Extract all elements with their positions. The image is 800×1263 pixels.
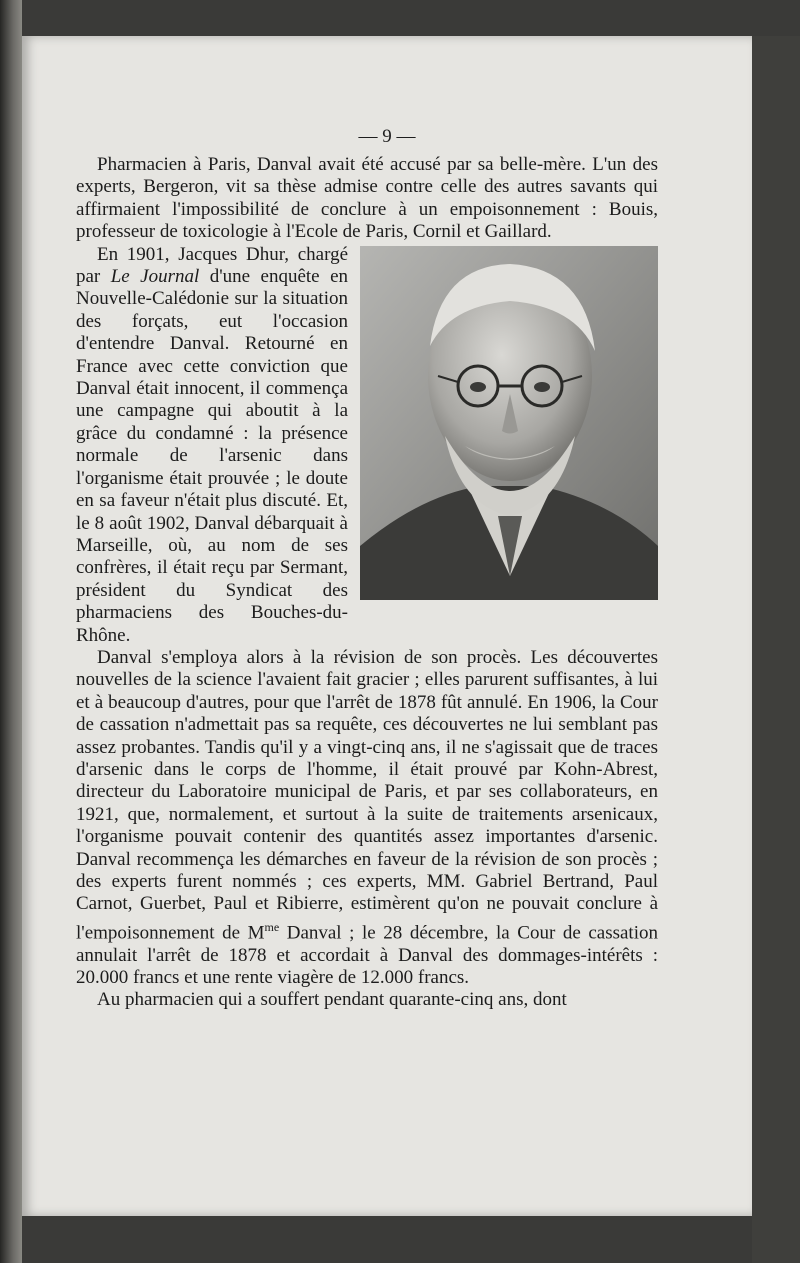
paragraph-3-start: Danval s'employa alors à la révision de son procès. Les découvertes nouvelles de la science l'avaient fait gracier ; elles parurent suffisantes, à lui et à beaucoup d'autres, pour que l'arrêt de 1878 fût annulé. En 1906, la Cour de cassation n'admettait pas sa requête, ces découvertes ne lui semblant pas assez probantes. Tandis qu'il y a vingt-cinq ans, il ne s'agissait que de traces d'arsenic dans le corps de l'homme, il était prouvé par Kohn-Abrest, directeur du Laboratoire municipal de Paris, et par ses collaborateurs, en 1921, que, normalement, et surtout à la suite de traitements arsenicaux, l'organisme pouvait contenir des quantités assez importantes d'arsenic. Danval recommença les démarches en faveur de la révision de son procès ; des experts furent nommés ; ces experts, MM. Gabriel Bertrand, Paul Carnot, Guerbet, Paul et Ribierre, estimèrent qu'on ne pouvait conclure à l'empoisonnement de M	[76, 646, 658, 944]
paragraph-2	[76, 244, 658, 647]
journal-title: Le Journal	[110, 266, 200, 288]
paragraph-3-rest: Danval ; le 28 décembre, la Cour de cassation annulait l'arrêt de 1878 et accordait à Danval des dommages-intérêts : 20.000 francs et une rente viagère de 12.000 francs.	[76, 922, 658, 988]
paragraph-1: Pharmacien à Paris, Danval avait été accusé par sa belle-mère. L'un des experts, Bergeron, vit sa thèse admise contre celle des autres savants qui affirmaient l'impossibilité de conclure à un empoisonnement : Bouis, professeur de toxicologie à l'Ecole de Paris, Cornil et Gaillard.	[76, 154, 658, 243]
madame-abbrev: me	[264, 919, 280, 934]
book-gutter	[0, 0, 22, 1263]
scan-background	[752, 36, 800, 1263]
page-number: — 9 —	[358, 126, 416, 147]
paragraph-2-rest: d'une enquête en Nouvelle-Calédonie sur la situation des forçats, eut l'occasion d'entendre Danval. Retourné en France avec cette conviction que Danval était innocent, il commença une campagne qui aboutit à la grâce du condamné : la présence normale de l'arsenic dans l'organisme était prouvée ; le doute en sa faveur n'était plus discuté. Et, le 8 août 1902, Danval débarquait à Marseille, où, au nom de ses confrères, il était reçu par Sermant, président du Syndicat des pharmaciens des Bouches-du-Rhône.	[76, 266, 348, 646]
paragraph-3	[76, 647, 658, 989]
paragraph-4: Au pharmacien qui a souffert pendant quarante-cinq ans, dont	[97, 989, 567, 1011]
body-text	[76, 154, 658, 1012]
paragraph-2-start: En 1901, Jacques Dhur, chargé par	[76, 243, 348, 288]
portrait-photo	[360, 246, 658, 600]
book-page	[22, 36, 752, 1216]
